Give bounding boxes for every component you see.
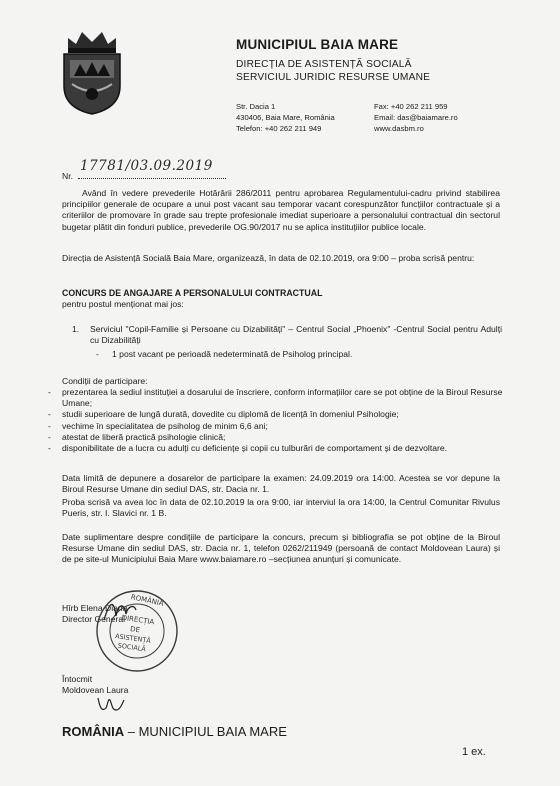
registration-underline — [78, 178, 226, 179]
condition-item: - studii superioare de lungă durată, dovedite cu diplomă de licență în domeniul Psihologie; — [48, 409, 504, 420]
item-sub-dash: - — [96, 349, 99, 359]
stamp-word: SOCIALĂ — [117, 641, 147, 654]
condition-item: - atestat de liberă practică psihologie clinică; — [48, 432, 504, 443]
service-name: SERVICIUL JURIDIC RESURSE UMANE — [236, 72, 431, 83]
footer-country: ROMÂNIA — [62, 724, 125, 739]
registration-number: 17781/03.09.2019 — [80, 158, 213, 174]
stamp-word: DIRECȚIA — [121, 613, 155, 627]
prepared-label: Întocmit — [62, 674, 93, 684]
condition-item: - disponibilitate de a lucra cu adulți cu deficiențe și copii cu tulburări de comportament și de dezvoltare. — [48, 443, 504, 454]
footer-title — [62, 724, 287, 739]
deadline-paragraph: Data limită de depunere a dosarelor de participare la examen: 24.09.2019 ora 14:00. Acestea se vor depune la Biroul Resurse Umane din sediul DAS, str. Dacia nr. 1. — [62, 473, 500, 495]
directorate-name: DIRECȚIA DE ASISTENȚĂ SOCIALĂ — [236, 59, 412, 70]
item-text: Serviciul "Copil-Familie și Persoane cu Dizabilități" – Centrul Social „Phoenix" -Centrul Social pentru Adulți cu Dizabilități — [90, 324, 502, 346]
stamp-word: ROMÂNIA — [130, 593, 165, 608]
condition-item: - vechime în specialitatea de psiholog de minim 6,6 ani; — [48, 421, 504, 432]
coat-of-arms-icon — [58, 28, 126, 116]
address-block: Str. Dacia 1 430406, Baia Mare, România Telefon: +40 262 211 949 — [236, 102, 335, 133]
concurs-title: CONCURS DE ANGAJARE A PERSONALULUI CONTRACTUAL — [62, 288, 323, 298]
registration-prefix: Nr. — [62, 171, 73, 181]
director-name: Hîrb Elena Diana — [62, 603, 128, 613]
copies-count: 1 ex. — [462, 746, 486, 758]
organizes-paragraph: Direcția de Asistență Socială Baia Mare, organizează, în data de 02.10.2019, ora 9:00 – proba scrisă pentru: — [62, 253, 475, 263]
conditions-list — [48, 387, 504, 454]
item-number: 1. — [72, 324, 80, 334]
item-sub-text: 1 post vacant pe perioadă nedeterminată de Psiholog principal. — [112, 349, 353, 359]
director-signature-icon — [100, 596, 140, 626]
condition-item: - prezentarea la sediul instituției a dosarului de înscriere, conform informațiilor care se pot obține de la Biroul Resurse Umane; — [48, 387, 504, 409]
info-paragraph: Date suplimentare despre condițiile de participare la concurs, precum și bibliografia se pot obține de la Biroul Resurse Umane din sediul DAS, str. Dacia nr. 1, telefon 0262/211949 (persoană de contact Moldovean Laura) și de pe site-ul Municipiului Baia Mare www.baiamare.ro –secțiunea anunțuri și comunicate. — [62, 532, 500, 565]
footer-municipality: – MUNICIPIUL BAIA MARE — [124, 724, 287, 739]
stamp-word: ASISTENȚĂ — [114, 632, 152, 645]
concurs-subtitle: pentru postul menționat mai jos: — [62, 299, 184, 309]
initials-signature-icon — [94, 694, 130, 716]
conditions-title: Condiții de participare: — [62, 376, 148, 386]
municipality-title: MUNICIPIUL BAIA MARE — [236, 37, 399, 52]
prepared-name: Moldovean Laura — [62, 685, 129, 695]
exam-paragraph: Proba scrisă va avea loc în data de 02.10.2019 la ora 9:00, iar interviul la ora 14:00, la Centrul Comunitar Rivulus Pueris, str. I. Slavici nr. 1 B. — [62, 497, 500, 519]
contact-block: Fax: +40 262 211 959 Email: das@baiamare.ro www.dasbm.ro — [374, 102, 458, 133]
director-role: Director General — [62, 614, 126, 624]
intro-paragraph: Având în vedere prevederile Hotărârii 286/2011 pentru aprobarea Regulamentului-cadru privind stabilirea principiilor generale de ocupare a unui post vacant sau temporar vacant corespunzător funcțiilor contractuale și a criteriilor de promovare în grade sau trepte profesionale imediat superioare a personalului contractual din sectorul bugetar plătit din fonduri publice, prevederile OG.90/2017 nu se aplica instituțiilor publice locale. — [62, 188, 500, 232]
stamp-word: DE — [129, 625, 141, 635]
